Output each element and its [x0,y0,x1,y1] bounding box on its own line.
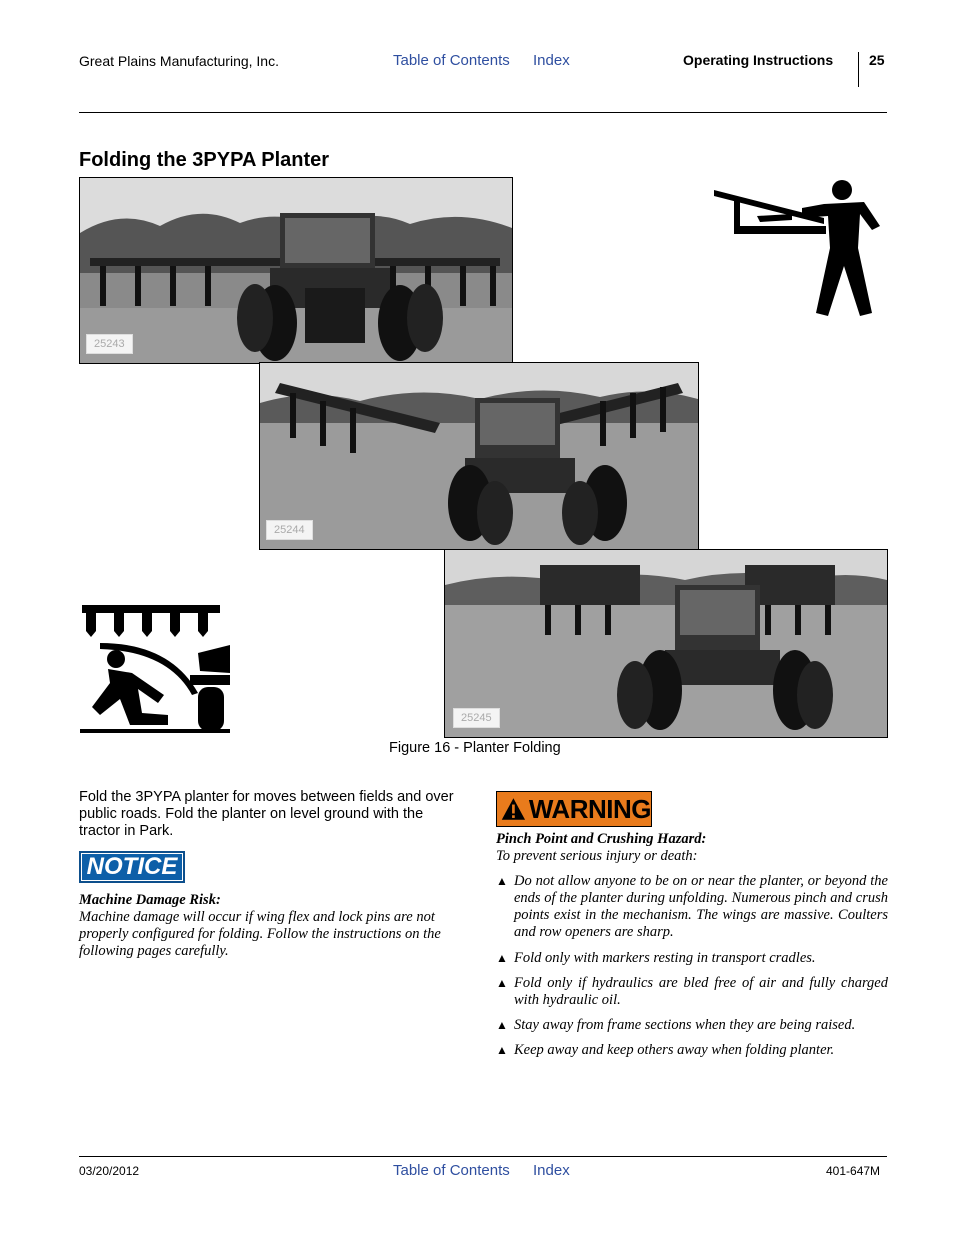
page-title: Folding the 3PYPA Planter [79,149,330,171]
warning-badge-label: WARNING [528,793,651,824]
pinch-point-hazard-icon [712,178,888,320]
header-company: Great Plains Manufacturing, Inc. [79,53,279,69]
warning-bullet [496,873,888,941]
notice-body: Machine damage will occur if wing flex and lock pins are not properly configured for folding. Follow the instructions on the following pages carefully. [79,909,441,959]
figure-caption: Figure 16 - Planter Folding [389,740,561,756]
footer-index-link[interactable]: Index [533,1162,570,1179]
footer-rule [79,1156,887,1157]
tractor-photo-3 [445,550,887,737]
notice-badge-label: NOTICE [82,854,182,880]
intro-paragraph: Fold the 3PYPA planter for moves between fields and over public roads. Fold the planter on level ground with the tractor in Park. [79,789,454,839]
figure-photo-2 [259,362,699,550]
warning-bullet [496,950,888,967]
notice-title: Machine Damage Risk: [79,892,221,908]
tractor-photo-2 [260,363,698,549]
warning-badge [496,791,652,827]
photo-number: 25243 [86,334,133,354]
footer-date: 03/20/2012 [79,1164,140,1178]
warning-bullet [496,975,888,1009]
warning-title: Pinch Point and Crushing Hazard: [496,831,707,847]
photo-number: 25244 [266,520,313,540]
bullet-triangle-icon: ▲ [496,1043,508,1057]
page-number: 25 [869,52,885,68]
header-rule [79,112,887,113]
notice-badge [79,851,185,883]
figure-photo-1 [79,177,513,364]
header-toc-link[interactable]: Table of Contents [393,52,510,69]
header-divider [858,52,859,87]
warning-bullet-text: Keep away and keep others away when folding planter. [514,1042,835,1058]
warning-bullet-text: Stay away from frame sections when they are being raised. [514,1017,856,1033]
warning-bullet-text: Do not allow anyone to be on or near the planter, or beyond the ends of the planter during unfolding. Numerous pinch and crush points exist in the mechanism. The wings are massive. Coulters and row openers are sharp. [514,873,888,940]
header-index-link[interactable]: Index [533,52,570,69]
warning-bullet [496,1017,888,1034]
warning-triangle-icon [500,795,527,823]
figure-photo-3 [444,549,888,738]
photo-number: 25245 [453,708,500,728]
bullet-triangle-icon: ▲ [496,1018,508,1032]
footer-toc-link[interactable]: Table of Contents [393,1162,510,1179]
warning-subtitle: To prevent serious injury or death: [496,848,698,864]
bullet-triangle-icon: ▲ [496,874,508,888]
header-section: Operating Instructions [683,52,834,68]
bullet-triangle-icon: ▲ [496,951,508,965]
warning-bullet-text: Fold only with markers resting in transport cradles. [514,950,816,966]
bullet-triangle-icon: ▲ [496,976,508,990]
warning-bullet-text: Fold only if hydraulics are bled free of air and fully charged with hydraulic oil. [514,975,888,1008]
footer-doc-number: 401-647M [826,1164,881,1178]
crushing-hazard-icon [80,603,232,735]
warning-bullet [496,1042,888,1059]
tractor-photo-1 [80,178,512,363]
